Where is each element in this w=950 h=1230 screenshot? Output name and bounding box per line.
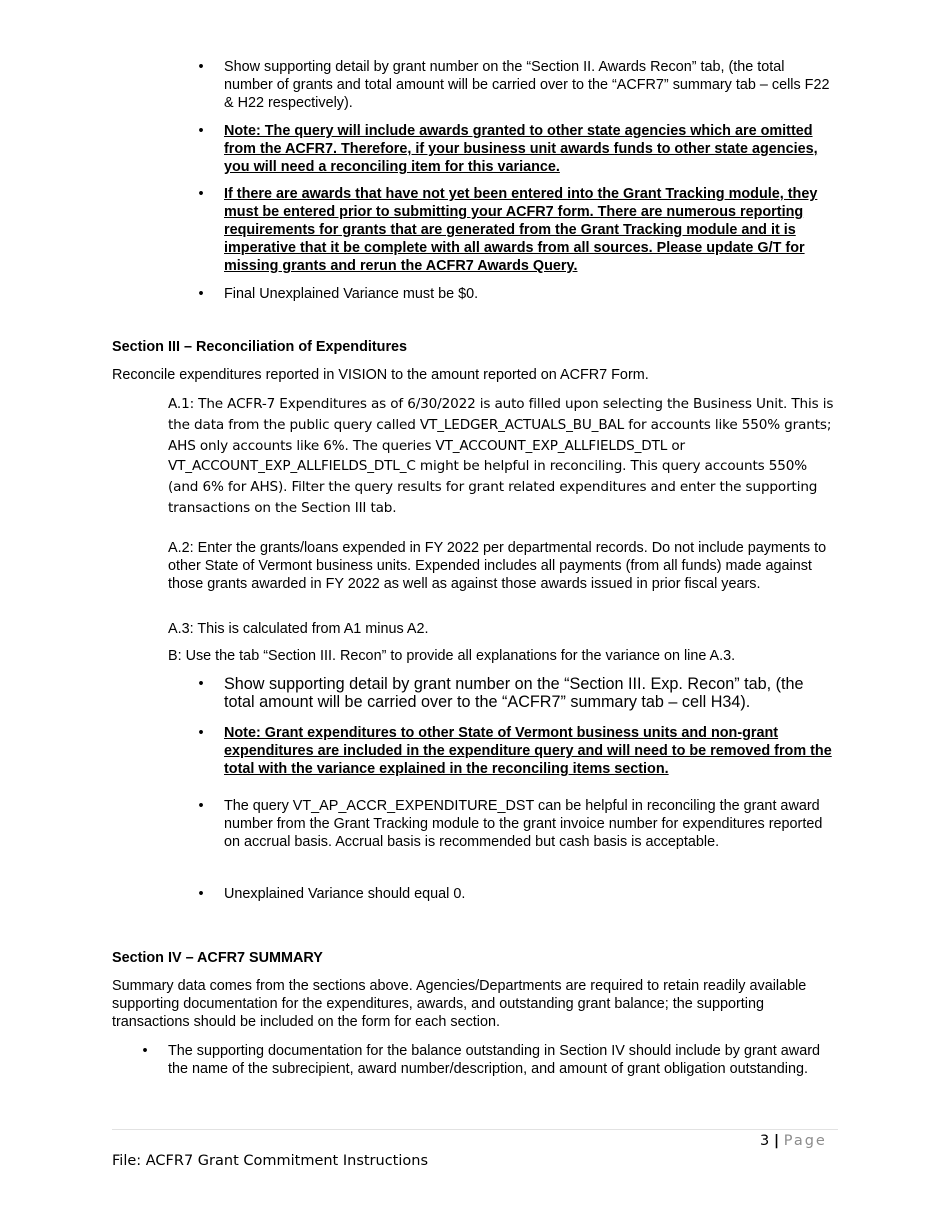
page-number-separator: |	[773, 1133, 780, 1149]
page-number	[760, 1133, 827, 1149]
bullet-text: Final Unexplained Variance must be $0.	[224, 286, 479, 302]
bullet-icon: •	[198, 123, 204, 139]
bullet-icon: •	[198, 286, 204, 302]
bullet-icon: •	[198, 798, 204, 814]
list-item	[198, 58, 836, 112]
bullet-text: Show supporting detail by grant number on the “Section III. Exp. Recon” tab, (the total amount will be carried over to the “ACFR7” summary tab – cell H34).	[224, 675, 804, 711]
list-item	[198, 675, 836, 711]
paragraph-b: B: Use the tab “Section III. Recon” to provide all explanations for the variance on line A.3.	[168, 648, 736, 664]
bullet-icon: •	[198, 676, 204, 692]
section-heading: Section IV – ACFR7 SUMMARY	[112, 950, 323, 966]
bullet-text: If there are awards that have not yet been entered into the Grant Tracking module, they must be entered prior to submitting your ACFR7 form. There are numerous reporting requirements for grants that are generated from the Grant Tracking module and it is imperative that it be complete with all awards from all sources. Please update G/T for missing grants and rerun the ACFR7 Awards Query.	[224, 186, 818, 274]
paragraph-a3: A.3: This is calculated from A1 minus A2.	[168, 621, 429, 637]
paragraph-a2: A.2: Enter the grants/loans expended in FY 2022 per departmental records. Do not include payments to other State of Vermont business units. Expended includes all payments (from all funds) made against those grants awarded in FY 2022 as well as against those awards issued in prior fiscal years.	[168, 540, 827, 592]
bullet-text: The query VT_AP_ACCR_EXPENDITURE_DST can be helpful in reconciling the grant award number from the Grant Tracking module to the grant invoice number for expenditures reported on accrual basis. Accrual basis is recommended but cash basis is acceptable.	[224, 798, 823, 850]
footer-file-name: File: ACFR7 Grant Commitment Instructions	[112, 1153, 429, 1169]
footer-divider	[112, 1129, 838, 1130]
bullet-text: Unexplained Variance should equal 0.	[224, 886, 466, 902]
bullet-text: Note: Grant expenditures to other State of Vermont business units and non-grant expenditures are included in the expenditure query and will need to be removed from the total with the variance explained in the reconciling items section.	[224, 725, 832, 777]
page-label: Page	[783, 1133, 827, 1149]
page-number-value: 3	[760, 1133, 770, 1149]
bullet-icon: •	[198, 886, 204, 902]
paragraph-a1: A.1: The ACFR-7 Expenditures as of 6/30/2022 is auto filled upon selecting the Business Unit. This is the data from the public query called VT_LEDGER_ACTUALS_BU_BAL for accounts like 550% grants; AHS only accounts like 6%. The queries VT_ACCOUNT_EXP_ALLFIELDS_DTL or VT_ACCOUNT_EXP_ALLFIELDS_DTL_C might be helpful in reconciling. This query accounts 550% (and 6% for AHS). Filter the query results for grant related expenditures and enter the supporting transactions on the Section III tab.	[168, 396, 834, 516]
list-item	[198, 185, 836, 275]
bullet-icon: •	[198, 725, 204, 741]
list-item	[142, 1042, 836, 1078]
paragraph: Summary data comes from the sections above. Agencies/Departments are required to retain readily available supporting documentation for the expenditures, awards, and outstanding grant balance; the supporting transactions should be included on the form for each section.	[112, 978, 807, 1030]
bullet-icon: •	[198, 186, 204, 202]
bullet-text: Show supporting detail by grant number on the “Section II. Awards Recon” tab, (the total number of grants and total amount will be carried over to the “ACFR7” summary tab – cells F22 & H22 respectively).	[224, 59, 830, 111]
list-item	[198, 797, 836, 851]
bullet-icon: •	[198, 59, 204, 75]
list-item	[198, 285, 836, 303]
bullet-text: Note: The query will include awards granted to other state agencies which are omitted from the ACFR7. Therefore, if your business unit awards funds to other state agencies, you will need a reconciling item for this variance.	[224, 123, 818, 175]
bullet-icon: •	[142, 1043, 148, 1059]
section-heading: Section III – Reconciliation of Expenditures	[112, 339, 408, 355]
bullet-text: The supporting documentation for the balance outstanding in Section IV should include by grant award the name of the subrecipient, award number/description, and amount of grant obligation outstanding.	[168, 1043, 820, 1077]
list-item	[198, 122, 836, 176]
list-item	[198, 724, 836, 778]
list-item	[198, 885, 836, 903]
paragraph: Reconcile expenditures reported in VISION to the amount reported on ACFR7 Form.	[112, 367, 649, 383]
